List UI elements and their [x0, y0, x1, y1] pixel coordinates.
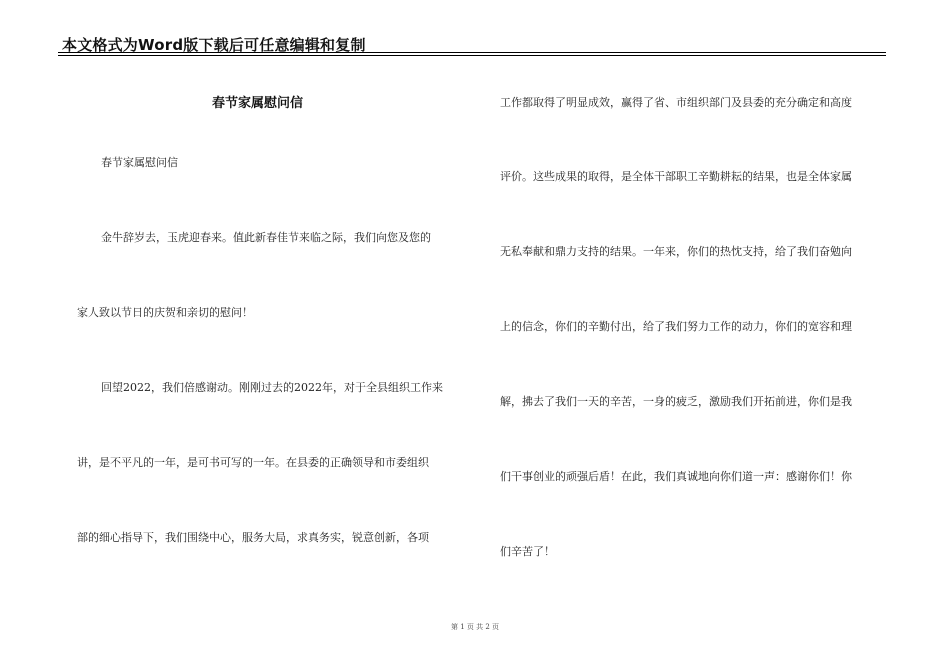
right-line-6: 们干事创业的顽强后盾！在此，我们真诚地向你们道一声：感谢你们！你	[500, 470, 852, 483]
left-line-1: 金牛辞岁去，玉虎迎春来。值此新春佳节来临之际，我们向您及您的	[101, 231, 431, 244]
left-line-4: 讲，是不平凡的一年，是可书可写的一年。在县委的正确领导和市委组织	[77, 456, 429, 469]
right-line-2: 评价。这些成果的取得，是全体干部职工辛勤耕耘的结果，也是全体家属	[500, 170, 852, 183]
document-title: 春节家属慰问信	[212, 96, 304, 111]
right-line-7: 们辛苦了！	[500, 545, 555, 558]
left-line-2: 家人致以节日的庆贺和亲切的慰问！	[77, 306, 253, 319]
left-line-subtitle: 春节家属慰问信	[101, 156, 178, 169]
left-line-3: 回望2022，我们倍感谢动。刚刚过去的2022年，对于全县组织工作来	[101, 381, 443, 394]
right-line-3: 无私奉献和鼎力支持的结果。一年来，你们的热忱支持，给了我们奋勉向	[500, 245, 852, 258]
download-banner: 本文格式为Word版下载后可任意编辑和复制	[62, 36, 366, 54]
page-number: 第 1 页 共 2 页	[450, 623, 500, 631]
right-line-5: 解，拂去了我们一天的辛苦，一身的疲乏，激励我们开拓前进，你们是我	[500, 395, 852, 408]
right-line-4: 上的信念，你们的辛勤付出，给了我们努力工作的动力，你们的宽容和理	[500, 320, 852, 333]
header-rule-thick	[58, 55, 886, 56]
right-line-1: 工作都取得了明显成效，赢得了省、市组织部门及县委的充分确定和高度	[500, 96, 852, 109]
left-line-5: 部的细心指导下，我们围绕中心，服务大局，求真务实，锐意创新，各项	[77, 531, 429, 544]
header-rule-thin	[58, 52, 886, 53]
